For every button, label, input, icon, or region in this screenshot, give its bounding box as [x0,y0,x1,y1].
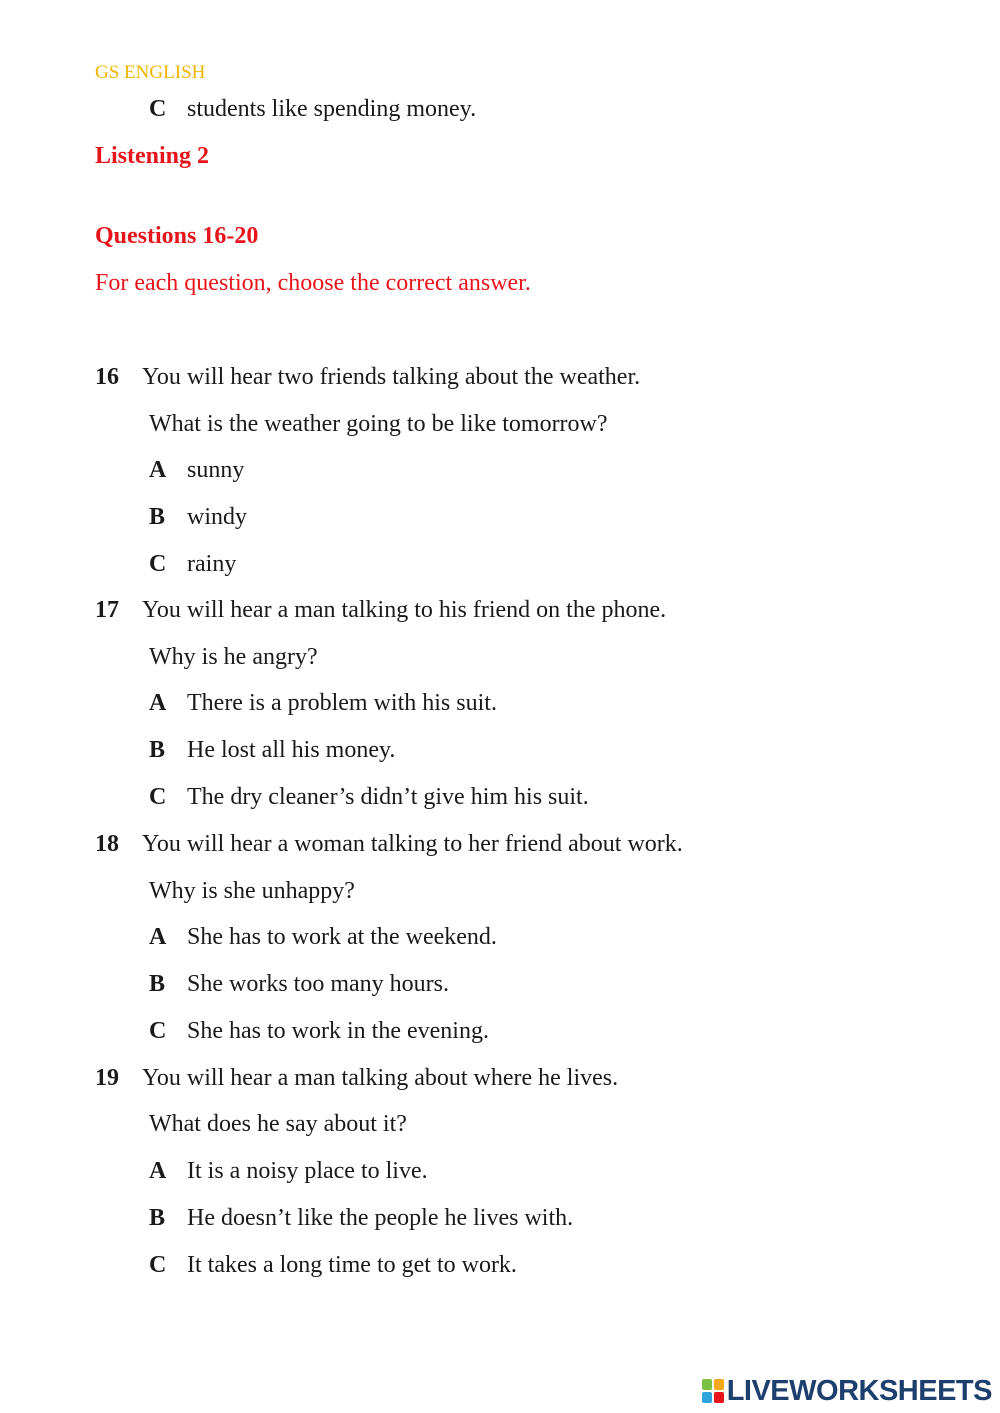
option-letter: B [149,504,166,530]
option-text: sunny [187,457,245,483]
option-text: There is a problem with his suit. [187,690,497,716]
question-prompt: What does he say about it? [149,1111,407,1137]
question-number: 16 [95,364,119,390]
logo-square [714,1379,724,1390]
option-text: The dry cleaner’s didn’t give him his suit. [187,784,589,810]
answer-option[interactable] [149,457,244,484]
answer-option[interactable] [149,784,589,811]
option-text: He doesn’t like the people he lives with. [187,1205,574,1231]
option-text: rainy [187,551,237,577]
question-context: You will hear a woman talking to her friend about work. [142,831,683,857]
logo-text: LIVEWORKSHEETS [726,1374,992,1407]
option-letter: A [149,924,167,950]
option-letter: C [149,551,167,577]
question-context: You will hear a man talking about where he lives. [142,1065,619,1091]
option-letter: B [149,737,166,763]
question-prompt: Why is he angry? [149,644,318,670]
question-16-context [95,364,640,391]
question-context: You will hear a man talking to his friend on the phone. [142,597,667,623]
question-prompt: What is the weather going to be like tomorrow? [149,411,608,437]
answer-option[interactable] [149,737,395,764]
option-letter: B [149,1205,166,1231]
answer-option[interactable] [149,1252,517,1279]
option-letter: A [149,1158,167,1184]
option-text: It takes a long time to get to work. [187,1252,517,1278]
instruction: For each question, choose the correct answer. [95,270,531,296]
answer-option[interactable] [149,690,497,717]
question-18-context [95,831,683,858]
option-text: It is a noisy place to live. [187,1158,428,1184]
option-text: students like spending money. [187,96,477,122]
answer-option[interactable] [149,924,497,951]
option-text: She works too many hours. [187,971,449,997]
question-number: 18 [95,831,119,857]
logo-square [714,1392,724,1403]
option-letter: C [149,784,167,810]
question-context: You will hear two friends talking about the weather. [142,364,641,390]
answer-option[interactable] [149,1018,489,1045]
option-text: windy [187,504,247,530]
answer-option[interactable] [149,971,449,998]
option-text: He lost all his money. [187,737,396,763]
option-text: She has to work in the evening. [187,1018,489,1044]
questions-heading: Questions 16-20 [95,223,259,249]
option-letter: C [149,1252,167,1278]
answer-option[interactable] [149,1205,573,1232]
answer-option[interactable] [149,1158,428,1185]
liveworksheets-logo[interactable] [702,1375,992,1407]
option-letter: C [149,96,167,122]
logo-square [702,1379,712,1390]
question-number: 17 [95,597,119,623]
question-number: 19 [95,1065,119,1091]
liveworksheets-logo-icon [702,1379,724,1403]
option-letter: C [149,1018,167,1044]
logo-square [702,1392,712,1403]
question-19-context [95,1065,618,1092]
question-17-context [95,597,666,624]
section-title: Listening 2 [95,143,210,169]
question-prompt: Why is she unhappy? [149,878,355,904]
brand-header: GS ENGLISH [95,62,206,83]
option-letter: A [149,690,167,716]
option-letter: A [149,457,167,483]
answer-option[interactable] [149,504,247,531]
option-text: She has to work at the weekend. [187,924,497,950]
previous-option [149,96,476,123]
answer-option[interactable] [149,551,236,578]
option-letter: B [149,971,166,997]
